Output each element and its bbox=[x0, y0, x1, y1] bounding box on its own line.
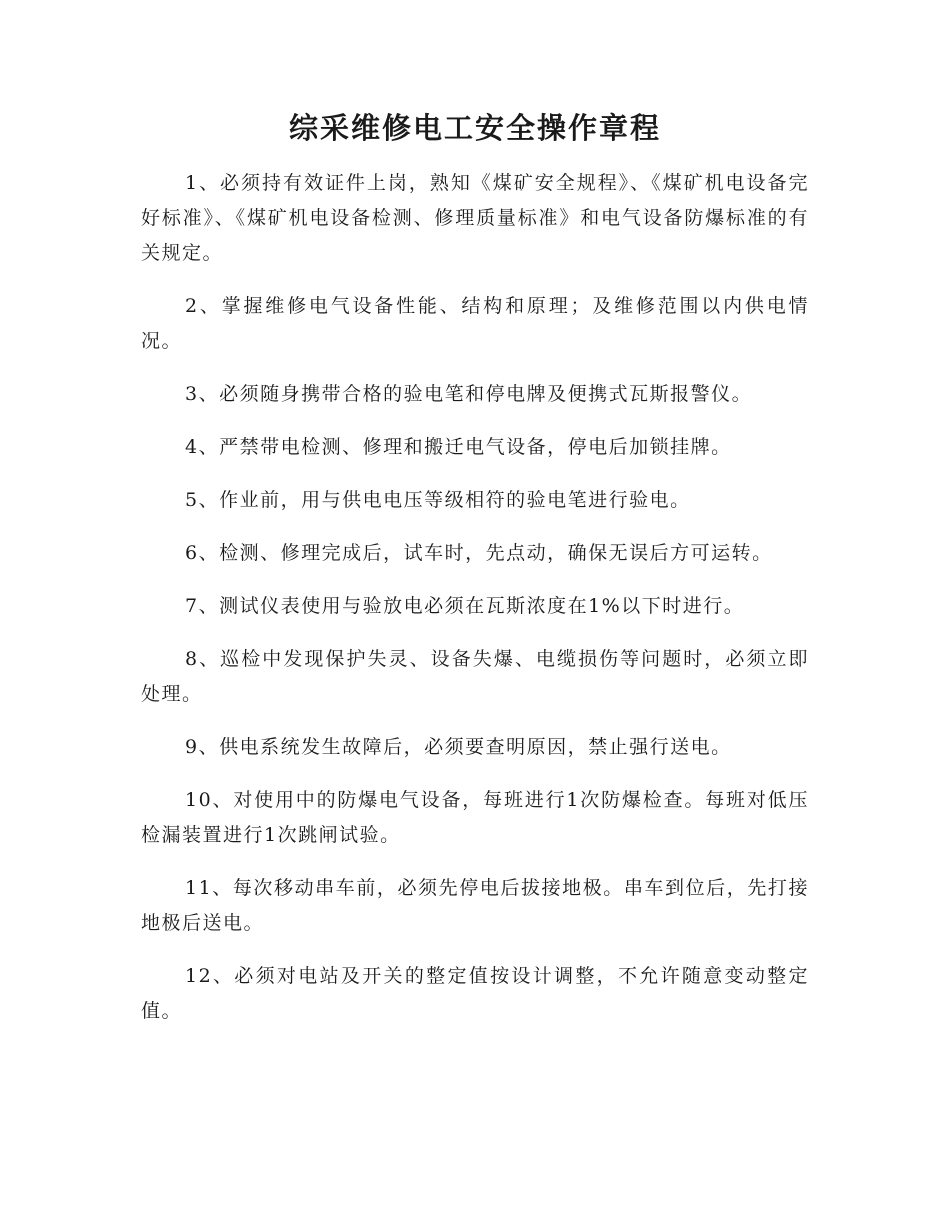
rule-paragraph-5: 5、作业前，用与供电电压等级相符的验电笔进行验电。 bbox=[185, 489, 691, 511]
document-title: 综采维修电工安全操作章程 bbox=[288, 111, 661, 145]
rule-paragraph-1: 1、必须持有效证件上岗，熟知《煤矿安全规程》、《煤矿机电设备完好标准》、《煤矿机电设备检测、修理质量标准》和电气设备防爆标准的有关规定。 bbox=[141, 172, 809, 264]
rule-paragraph-10: 10、对使用中的防爆电气设备，每班进行1次防爆检查。每班对低压检漏装置进行1次跳闸试验。 bbox=[141, 789, 809, 846]
rule-paragraph-12: 12、必须对电站及开关的整定值按设计调整，不允许随意变动整定值。 bbox=[141, 965, 809, 1022]
rule-paragraph-3: 3、必须随身携带合格的验电笔和停电牌及便携式瓦斯报警仪。 bbox=[185, 383, 753, 405]
rule-paragraph-6: 6、检测、修理完成后，试车时，先点动，确保无误后方可运转。 bbox=[185, 542, 773, 564]
rule-paragraph-8: 8、巡检中发现保护失灵、设备失爆、电缆损伤等问题时，必须立即处理。 bbox=[141, 648, 809, 705]
rule-paragraph-11: 11、每次移动串车前，必须先停电后拔接地极。串车到位后，先打接地极后送电。 bbox=[141, 877, 809, 934]
rule-paragraph-9: 9、供电系统发生故障后，必须要查明原因，禁止强行送电。 bbox=[185, 736, 732, 758]
rule-paragraph-7: 7、测试仪表使用与验放电必须在瓦斯浓度在1%以下时进行。 bbox=[185, 595, 745, 617]
rule-paragraph-2: 2、掌握维修电气设备性能、结构和原理；及维修范围以内供电情况。 bbox=[141, 295, 809, 352]
rule-paragraph-4: 4、严禁带电检测、修理和搬迁电气设备，停电后加锁挂牌。 bbox=[185, 436, 732, 458]
document-body bbox=[141, 166, 809, 1047]
